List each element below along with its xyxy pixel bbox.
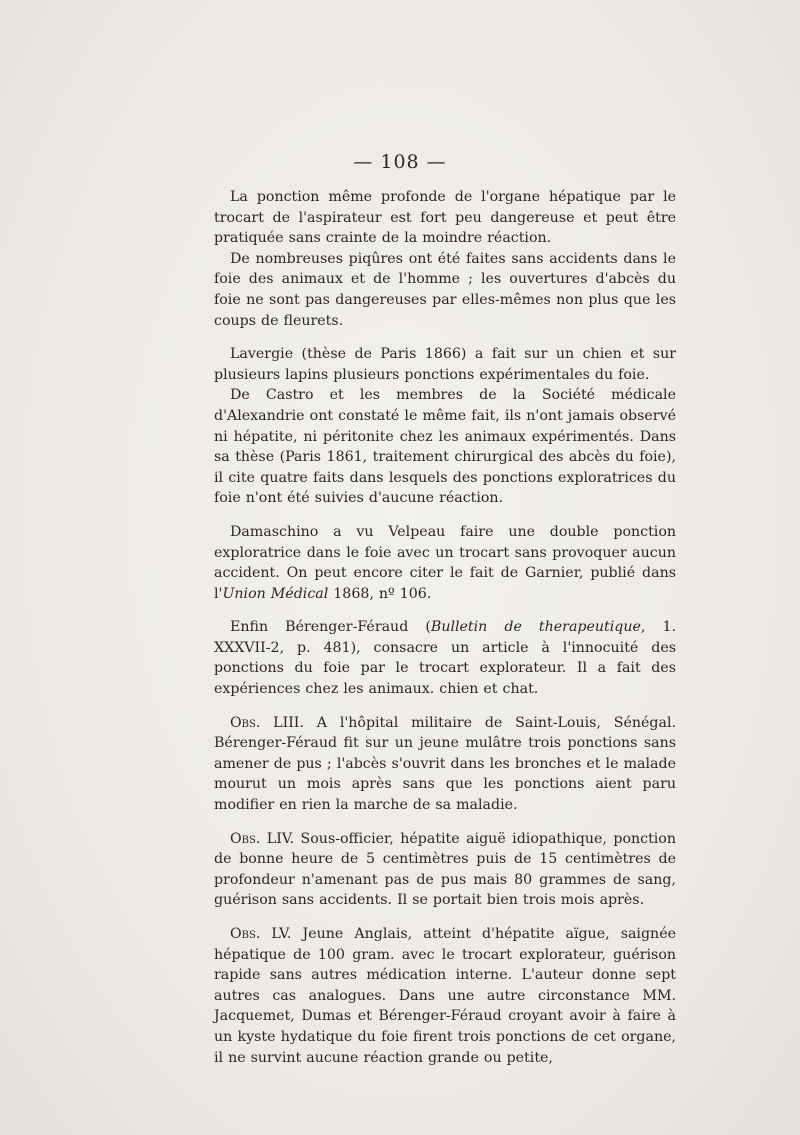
observation-lv-text: Jeune Anglais, atteint d'hépatite aïgue, saignée hépatique de 100 gram. avec le trocart explorateur, guérison rapide sans autres médication interne. L'auteur donne sept autres cas analogues. Dans une autre circonstance MM. Jacquemet, Dumas et Bérenger-Féraud croyant avoir à faire à un kyste hydatique du foie firent trois ponctions de cet organe, il ne survint aucune réaction grande ou petite, — [214, 926, 676, 1066]
journal-title-union-medical: Union Médical — [222, 585, 329, 602]
paragraph-4-text: De Castro et les membres de la Société médicale d'Alexandrie ont constaté le même fait, ils n'ont jamais observé ni hépatite, ni péritonite chez les animaux expérimentés. Dans sa thèse (Paris 1861, traitement chirurgical des abcès du foie), il cite quatre faits dans lesquels des ponctions exploratrices du foie n'ont été suivies d'aucune réaction. — [214, 387, 676, 507]
observation-lv-label: Obs. LV. — [230, 926, 292, 942]
page-number: — 108 — — [353, 151, 447, 173]
paragraph-2 — [214, 249, 676, 331]
observation-liii — [214, 713, 676, 816]
paragraph-5 — [214, 522, 676, 604]
paragraph-6-text-a: Enfin Bérenger-Féraud ( — [230, 619, 431, 636]
observation-liii-text: A l'hôpital militaire de Saint-Louis, Sénégal. Bérenger-Féraud fit sur un jeune mulâtre trois ponctions sans amener de pus ; l'abcès s'ouvrit dans les bronches et le malade mourut un mois après sans que les ponctions aient paru modifier en rien la marche de sa maladie. — [214, 714, 676, 814]
paragraph-3 — [214, 344, 676, 385]
paragraph-6 — [214, 617, 676, 699]
journal-title-bulletin: Bulletin de therapeutique — [430, 619, 641, 636]
paragraph-5-text-b: 1868, nº 106. — [328, 585, 432, 602]
paragraph-1 — [214, 187, 676, 249]
paragraph-5-text-a: Damaschino a vu Velpeau faire une double ponction exploratrice dans le foie avec un trocart sans provoquer aucun accident. On peut encore citer le fait de Garnier, publié dans l' — [214, 523, 676, 602]
paragraph-6-text-b: , 1. XXXVII-2, p. 481), consacre un article à l'innocuité des ponctions du foie par le trocart explorateur. Il a fait des expériences chez les animaux. chien et chat. — [214, 619, 676, 698]
paragraph-2-text: De nombreuses piqûres ont été faites sans accidents dans le foie des animaux et de l'homme ; les ouvertures d'abcès du foie ne sont pas dangereuses par elles-mêmes non plus que les coups de fleurets. — [214, 250, 676, 329]
observation-liv-label: Obs. LIV. — [230, 830, 295, 847]
body-text — [214, 187, 676, 1068]
paragraph-4 — [214, 385, 676, 509]
observation-liii-label: Obs. LIII. — [230, 714, 304, 731]
observation-lv — [214, 924, 676, 1068]
observation-liv-text: Sous-officier, hépatite aiguë idiopathique, ponction de bonne heure de 5 centimètres puis de 15 centimètres de profondeur n'amenant pas de pus mais 80 grammes de sang, guérison sans accidents. Il se portait bien trois mois après. — [214, 830, 676, 909]
paragraph-3-text: Lavergie (thèse de Paris 1866) a fait sur un chien et sur plusieurs lapins plusieurs ponctions expérimentales du foie. — [214, 346, 676, 383]
observation-liv — [214, 829, 676, 911]
paragraph-1-text: La ponction même profonde de l'organe hépatique par le trocart de l'aspirateur est fort peu dangereuse et peut être pratiquée sans crainte de la moindre réaction. — [214, 189, 676, 247]
